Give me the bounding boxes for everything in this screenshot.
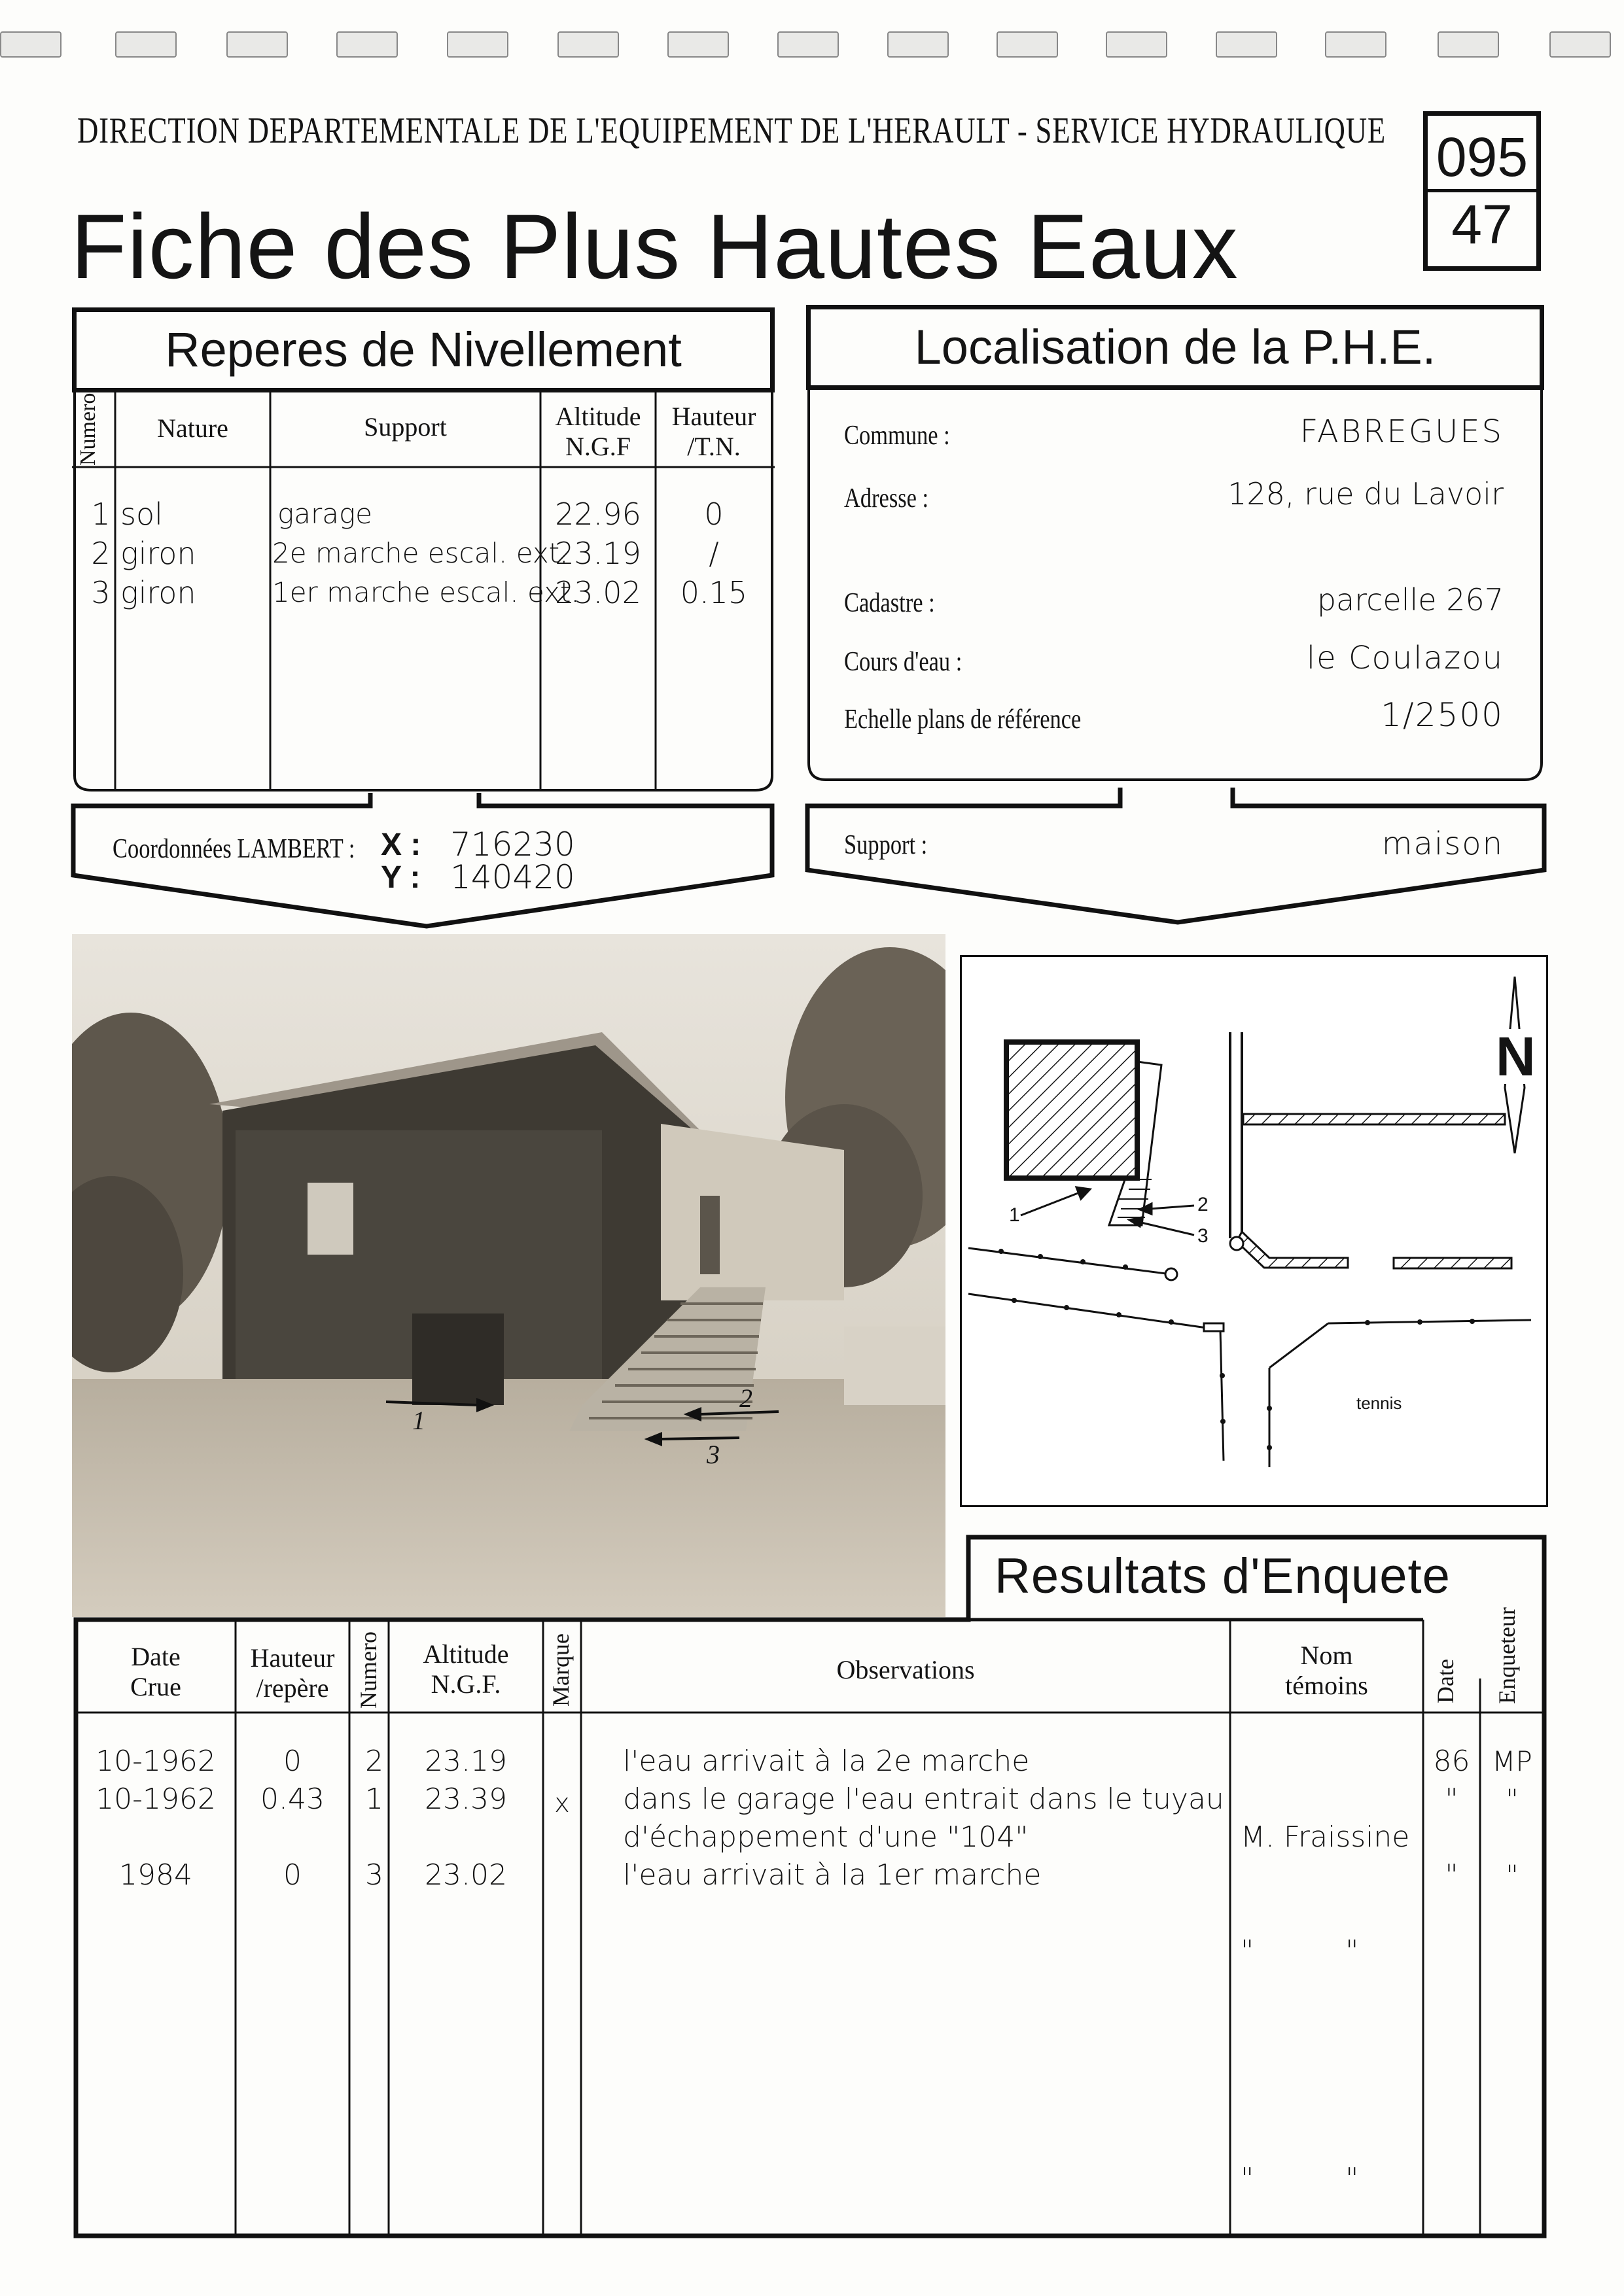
reperes-row-num: 2 xyxy=(91,536,111,571)
plan-label-3: 3 xyxy=(1197,1225,1209,1247)
support-value: maison xyxy=(1381,826,1504,862)
res-row-enq: MP xyxy=(1492,1745,1532,1777)
res-row-d xyxy=(1423,1818,1480,1856)
res-row-date: 10-1962 xyxy=(96,1783,216,1816)
x-value: 716230 xyxy=(450,826,575,863)
res-row-nom: M. Fraissine xyxy=(1241,1820,1410,1854)
reperes-row-support: garage xyxy=(277,498,372,530)
res-col-altitude-line1: Altitude xyxy=(423,1639,509,1669)
res-col-nom-line2: témoins xyxy=(1285,1671,1368,1700)
binder-hole xyxy=(1216,31,1277,58)
cours-deau-value: le Coulazou xyxy=(1306,640,1504,676)
res-row-enq xyxy=(1480,1818,1544,1856)
res-row-nom: " " xyxy=(1241,1934,1359,1968)
reperes-row-hauteur: 0.15 xyxy=(680,575,748,610)
adresse-label: Adresse : xyxy=(844,483,929,513)
y-label: Y : xyxy=(381,860,421,895)
reperes-col-hauteur-line1: Hauteur xyxy=(671,402,756,431)
fiche-id-top: 095 xyxy=(1436,126,1528,188)
reperes-col-altitude-line2: N.G.F xyxy=(565,432,631,461)
y-value: 140420 xyxy=(450,858,575,896)
reperes-support-column xyxy=(272,495,580,612)
res-col-nom-temoins xyxy=(1230,1641,1423,1701)
reperes-row-altitude: 22.96 xyxy=(555,496,641,532)
reperes-hauteur-column xyxy=(656,495,772,612)
res-row-date xyxy=(76,1818,236,1856)
reperes-row-nature: sol xyxy=(120,496,163,532)
binder-hole xyxy=(997,31,1058,58)
fiche-id-bottom: 47 xyxy=(1451,194,1513,255)
photo-marker-3: 3 xyxy=(707,1440,720,1469)
res-col-date: Date xyxy=(1432,1659,1458,1703)
res-col-date-crue-line1: Date xyxy=(131,1642,181,1671)
res-row-altitude: 23.19 xyxy=(425,1745,507,1778)
res-row-altitude: 23.39 xyxy=(425,1783,507,1816)
reperes-title: Reperes de Nivellement xyxy=(165,322,682,377)
reperes-row-hauteur: 0 xyxy=(704,496,724,532)
reperes-row-support: 2e marche escal. ext. xyxy=(272,537,569,569)
res-date-enquete-column xyxy=(1423,1743,1480,1894)
binder-hole xyxy=(1106,31,1167,58)
binder-hole xyxy=(226,31,288,58)
res-row-d: " xyxy=(1445,1783,1458,1816)
res-col-date-crue xyxy=(76,1642,236,1702)
reperes-row-hauteur: / xyxy=(709,536,719,571)
resultats-title: Resultats d'Enquete xyxy=(995,1548,1451,1604)
res-col-altitude xyxy=(389,1639,543,1699)
res-row-numero: 1 xyxy=(365,1783,383,1816)
res-date-column xyxy=(76,1743,236,1894)
localisation-title-box xyxy=(806,305,1544,390)
res-altitude-column xyxy=(389,1743,543,1894)
res-nom-column xyxy=(1241,1743,1417,2236)
binder-hole xyxy=(1438,31,1499,58)
echelle-label: Echelle plans de référence xyxy=(844,704,1082,735)
res-row-nom: " " xyxy=(1241,2162,1359,2195)
binder-holes xyxy=(0,31,1624,58)
res-col-enqueteur: Enqueteur xyxy=(1494,1607,1520,1704)
reperes-nature-column xyxy=(120,495,196,612)
commune-label: Commune : xyxy=(844,421,950,451)
res-numero-column xyxy=(349,1743,389,1894)
plan-label-1: 1 xyxy=(1009,1204,1020,1226)
reperes-col-altitude-line1: Altitude xyxy=(555,402,641,431)
reperes-row-num: 1 xyxy=(91,496,111,532)
photo-marker-1: 1 xyxy=(412,1406,425,1435)
res-row-marque: x xyxy=(554,1788,570,1818)
res-row-d: 86 xyxy=(1433,1745,1470,1778)
res-row-enq: " xyxy=(1506,1859,1519,1891)
res-row-date: 10-1962 xyxy=(96,1745,216,1778)
reperes-row-nature: giron xyxy=(120,575,196,610)
res-row-numero xyxy=(349,1818,383,1856)
res-row-observation: l'eau arrivait à la 2e marche xyxy=(623,1745,1030,1778)
north-label: N xyxy=(1496,1026,1536,1087)
house-photograph xyxy=(72,934,945,1617)
cadastre-label: Cadastre : xyxy=(844,588,935,618)
res-col-hauteur xyxy=(236,1643,349,1703)
x-label: X : xyxy=(381,827,421,862)
res-col-date-crue-line2: Crue xyxy=(130,1672,181,1701)
res-row-numero: 3 xyxy=(365,1858,383,1892)
reperes-row-altitude: 23.02 xyxy=(555,575,641,610)
res-marque-column xyxy=(543,1747,581,1822)
binder-hole xyxy=(1549,31,1611,58)
res-col-hauteur-line2: /repère xyxy=(256,1673,329,1703)
res-row-enq: " xyxy=(1506,1783,1519,1815)
res-col-hauteur-line1: Hauteur xyxy=(250,1643,335,1673)
res-col-observations: Observations xyxy=(836,1655,975,1684)
res-row-hauteur xyxy=(236,1818,349,1856)
fiche-id-box xyxy=(1423,111,1541,271)
res-col-marque: Marque xyxy=(548,1633,574,1707)
organisation-header: DIRECTION DEPARTEMENTALE DE L'EQUIPEMENT DE L'HERAULT - SERVICE HYDRAULIQUE xyxy=(77,111,1386,151)
res-row-hauteur: 0 xyxy=(283,1745,302,1778)
res-enqueteur-column xyxy=(1480,1743,1544,1894)
res-row-observation: dans le garage l'eau entrait dans le tuyau xyxy=(623,1783,1224,1816)
reperes-row-nature: giron xyxy=(120,536,196,571)
res-row-d: " xyxy=(1445,1858,1458,1892)
binder-hole xyxy=(887,31,949,58)
binder-hole xyxy=(1325,31,1386,58)
res-row-altitude xyxy=(389,1818,543,1856)
reperes-numero-column xyxy=(86,495,115,612)
cadastre-value: parcelle 267 xyxy=(1316,582,1504,617)
res-observations-column xyxy=(623,1743,1224,1894)
res-row-observation: d'échappement d'une "104" xyxy=(623,1820,1029,1854)
photo-marker-2: 2 xyxy=(739,1383,752,1413)
reperes-title-box xyxy=(72,307,775,392)
binder-hole xyxy=(777,31,839,58)
adresse-value: 128, rue du Lavoir xyxy=(1227,476,1504,512)
res-row-marque xyxy=(543,1747,581,1784)
res-hauteur-column xyxy=(236,1743,349,1894)
binder-hole xyxy=(667,31,729,58)
binder-hole xyxy=(115,31,177,58)
res-row-observation: l'eau arrivait à la 1er marche xyxy=(623,1858,1042,1892)
reperes-col-support: Support xyxy=(364,412,447,442)
page-title: Fiche des Plus Hautes Eaux xyxy=(71,195,1239,298)
reperes-row-support: 1er marche escal. ext. xyxy=(272,576,580,608)
res-row-date: 1984 xyxy=(119,1858,192,1892)
res-col-altitude-line2: N.G.F. xyxy=(431,1669,501,1699)
cours-deau-label: Cours d'eau : xyxy=(844,647,962,677)
res-row-altitude: 23.02 xyxy=(425,1858,507,1892)
reperes-col-hauteur xyxy=(656,402,772,462)
localisation-title: Localisation de la P.H.E. xyxy=(914,320,1436,374)
support-label: Support : xyxy=(844,830,928,860)
reperes-row-altitude: 23.19 xyxy=(555,536,641,571)
binder-hole xyxy=(0,31,62,58)
binder-hole xyxy=(557,31,619,58)
location-plan xyxy=(960,955,1548,1507)
reperes-altitude-column xyxy=(540,495,656,612)
res-row-nom xyxy=(1241,2046,1417,2084)
reperes-row-num: 3 xyxy=(91,575,111,610)
coordonnees-label: Coordonnées LAMBERT : xyxy=(113,834,355,864)
res-row-numero: 2 xyxy=(365,1745,383,1778)
res-row-hauteur: 0.43 xyxy=(260,1783,325,1816)
reperes-col-numero: Numero xyxy=(76,392,100,466)
commune-value: FABREGUES xyxy=(1299,413,1504,450)
reperes-col-hauteur-line2: /T.N. xyxy=(687,432,741,461)
echelle-value: 1/2500 xyxy=(1381,696,1504,734)
res-row-hauteur: 0 xyxy=(283,1858,302,1892)
tennis-label: tennis xyxy=(1356,1393,1402,1413)
binder-hole xyxy=(336,31,398,58)
binder-hole xyxy=(447,31,508,58)
reperes-col-altitude xyxy=(540,402,656,462)
res-col-nom-line1: Nom xyxy=(1300,1641,1353,1670)
plan-label-2: 2 xyxy=(1197,1194,1209,1215)
res-col-numero: Numero xyxy=(355,1631,381,1709)
reperes-col-nature: Nature xyxy=(157,413,228,443)
